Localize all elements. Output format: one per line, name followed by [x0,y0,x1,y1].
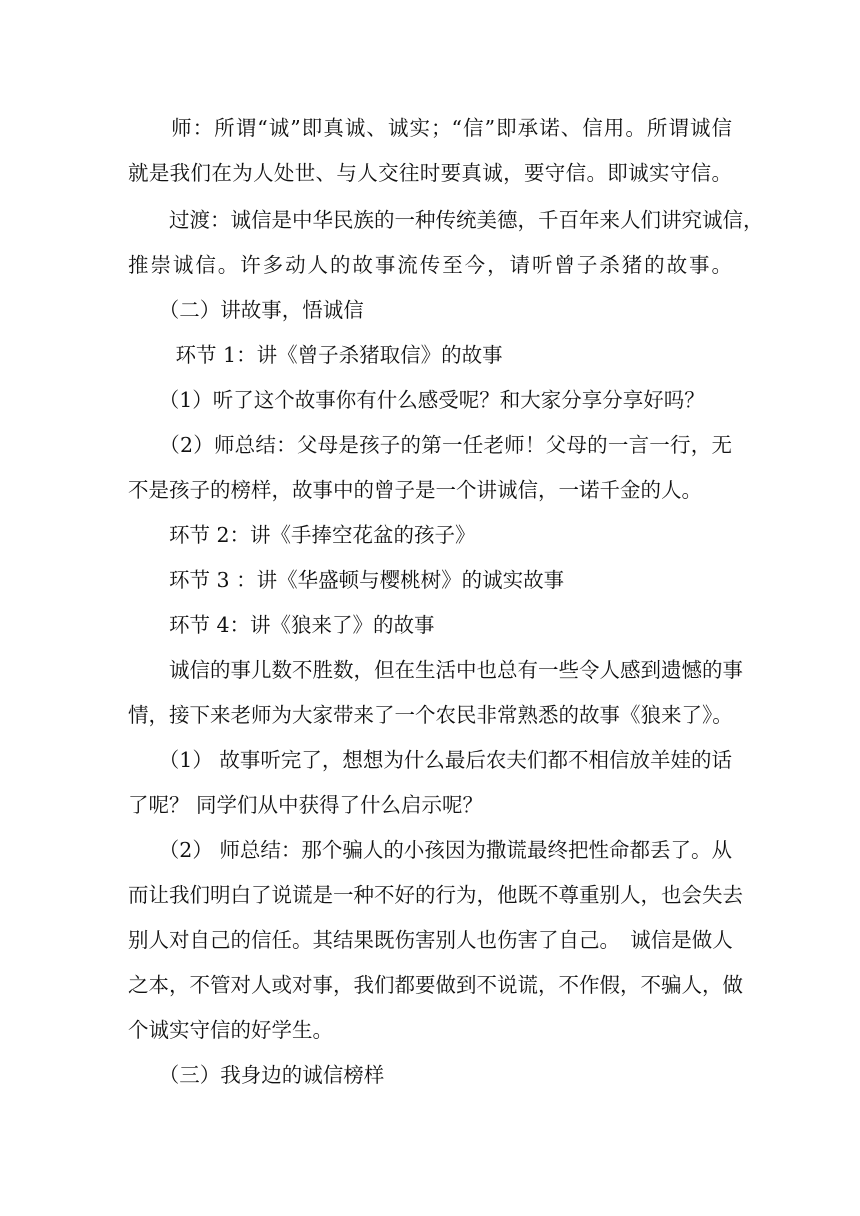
paragraph-line: 情，接下来老师为大家带来了一个农民非常熟悉的故事《狼来了》。 [128,703,733,727]
paragraph-line: 诚信的事儿数不胜数，但在生活中也总有一些令人感到遗憾的事 [128,658,743,682]
paragraph-line: 推崇诚信。许多动人的故事流传至今，请听曾子杀猪的故事。 [128,253,732,277]
section-heading: （三）我身边的诚信榜样 [128,1063,385,1087]
paragraph-line: 了呢？ 同学们从中获得了什么启示呢？ [128,793,484,817]
paragraph-line: （1） 故事听完了，想想为什么最后农夫们都不相信放羊娃的话 [128,748,732,772]
paragraph-line: 而让我们明白了说谎是一种不好的行为，他既不尊重别人，也会失去 [128,883,743,907]
paragraph-line: （2）师总结：父母是孩子的第一任老师！父母的一言一行，无 [128,433,732,457]
paragraph-line: 不是孩子的榜样，故事中的曾子是一个讲诚信，一诺千金的人。 [128,478,702,502]
paragraph-line: 师：所谓“诚”即真诚、诚实；“信”即承诺、信用。所谓诚信 [128,116,732,140]
paragraph-line: 环节 3 ：讲《华盛顿与樱桃树》的诚实故事 [128,568,565,592]
paragraph-line: 别人对自己的信任。其结果既伤害别人也伤害了自己。 诚信是做人 [128,928,733,952]
paragraph-line: 个诚实守信的好学生。 [128,1018,333,1042]
paragraph-line: 就是我们在为人处世、与人交往时要真诚，要守信。即诚实守信。 [128,161,732,185]
paragraph-line: 环节 4：讲《狼来了》的故事 [128,613,435,637]
paragraph-line: 过渡：诚信是中华民族的一种传统美德，千百年来人们讲究诚信， [128,208,764,232]
paragraph-line: 环节 2：讲《手捧空花盆的孩子》 [128,523,476,547]
paragraph-line: 之本，不管对人或对事，我们都要做到不说谎，不作假，不骗人，做 [128,973,743,997]
paragraph-line: （1）听了这个故事你有什么感受呢？和大家分享分享好吗？ [128,388,705,412]
paragraph-line: 环节 1：讲《曾子杀猪取信》的故事 [128,343,503,367]
section-heading: （二）讲故事，悟诚信 [128,298,364,322]
paragraph-line: （2） 师总结：那个骗人的小孩因为撒谎最终把性命都丢了。从 [128,838,732,862]
